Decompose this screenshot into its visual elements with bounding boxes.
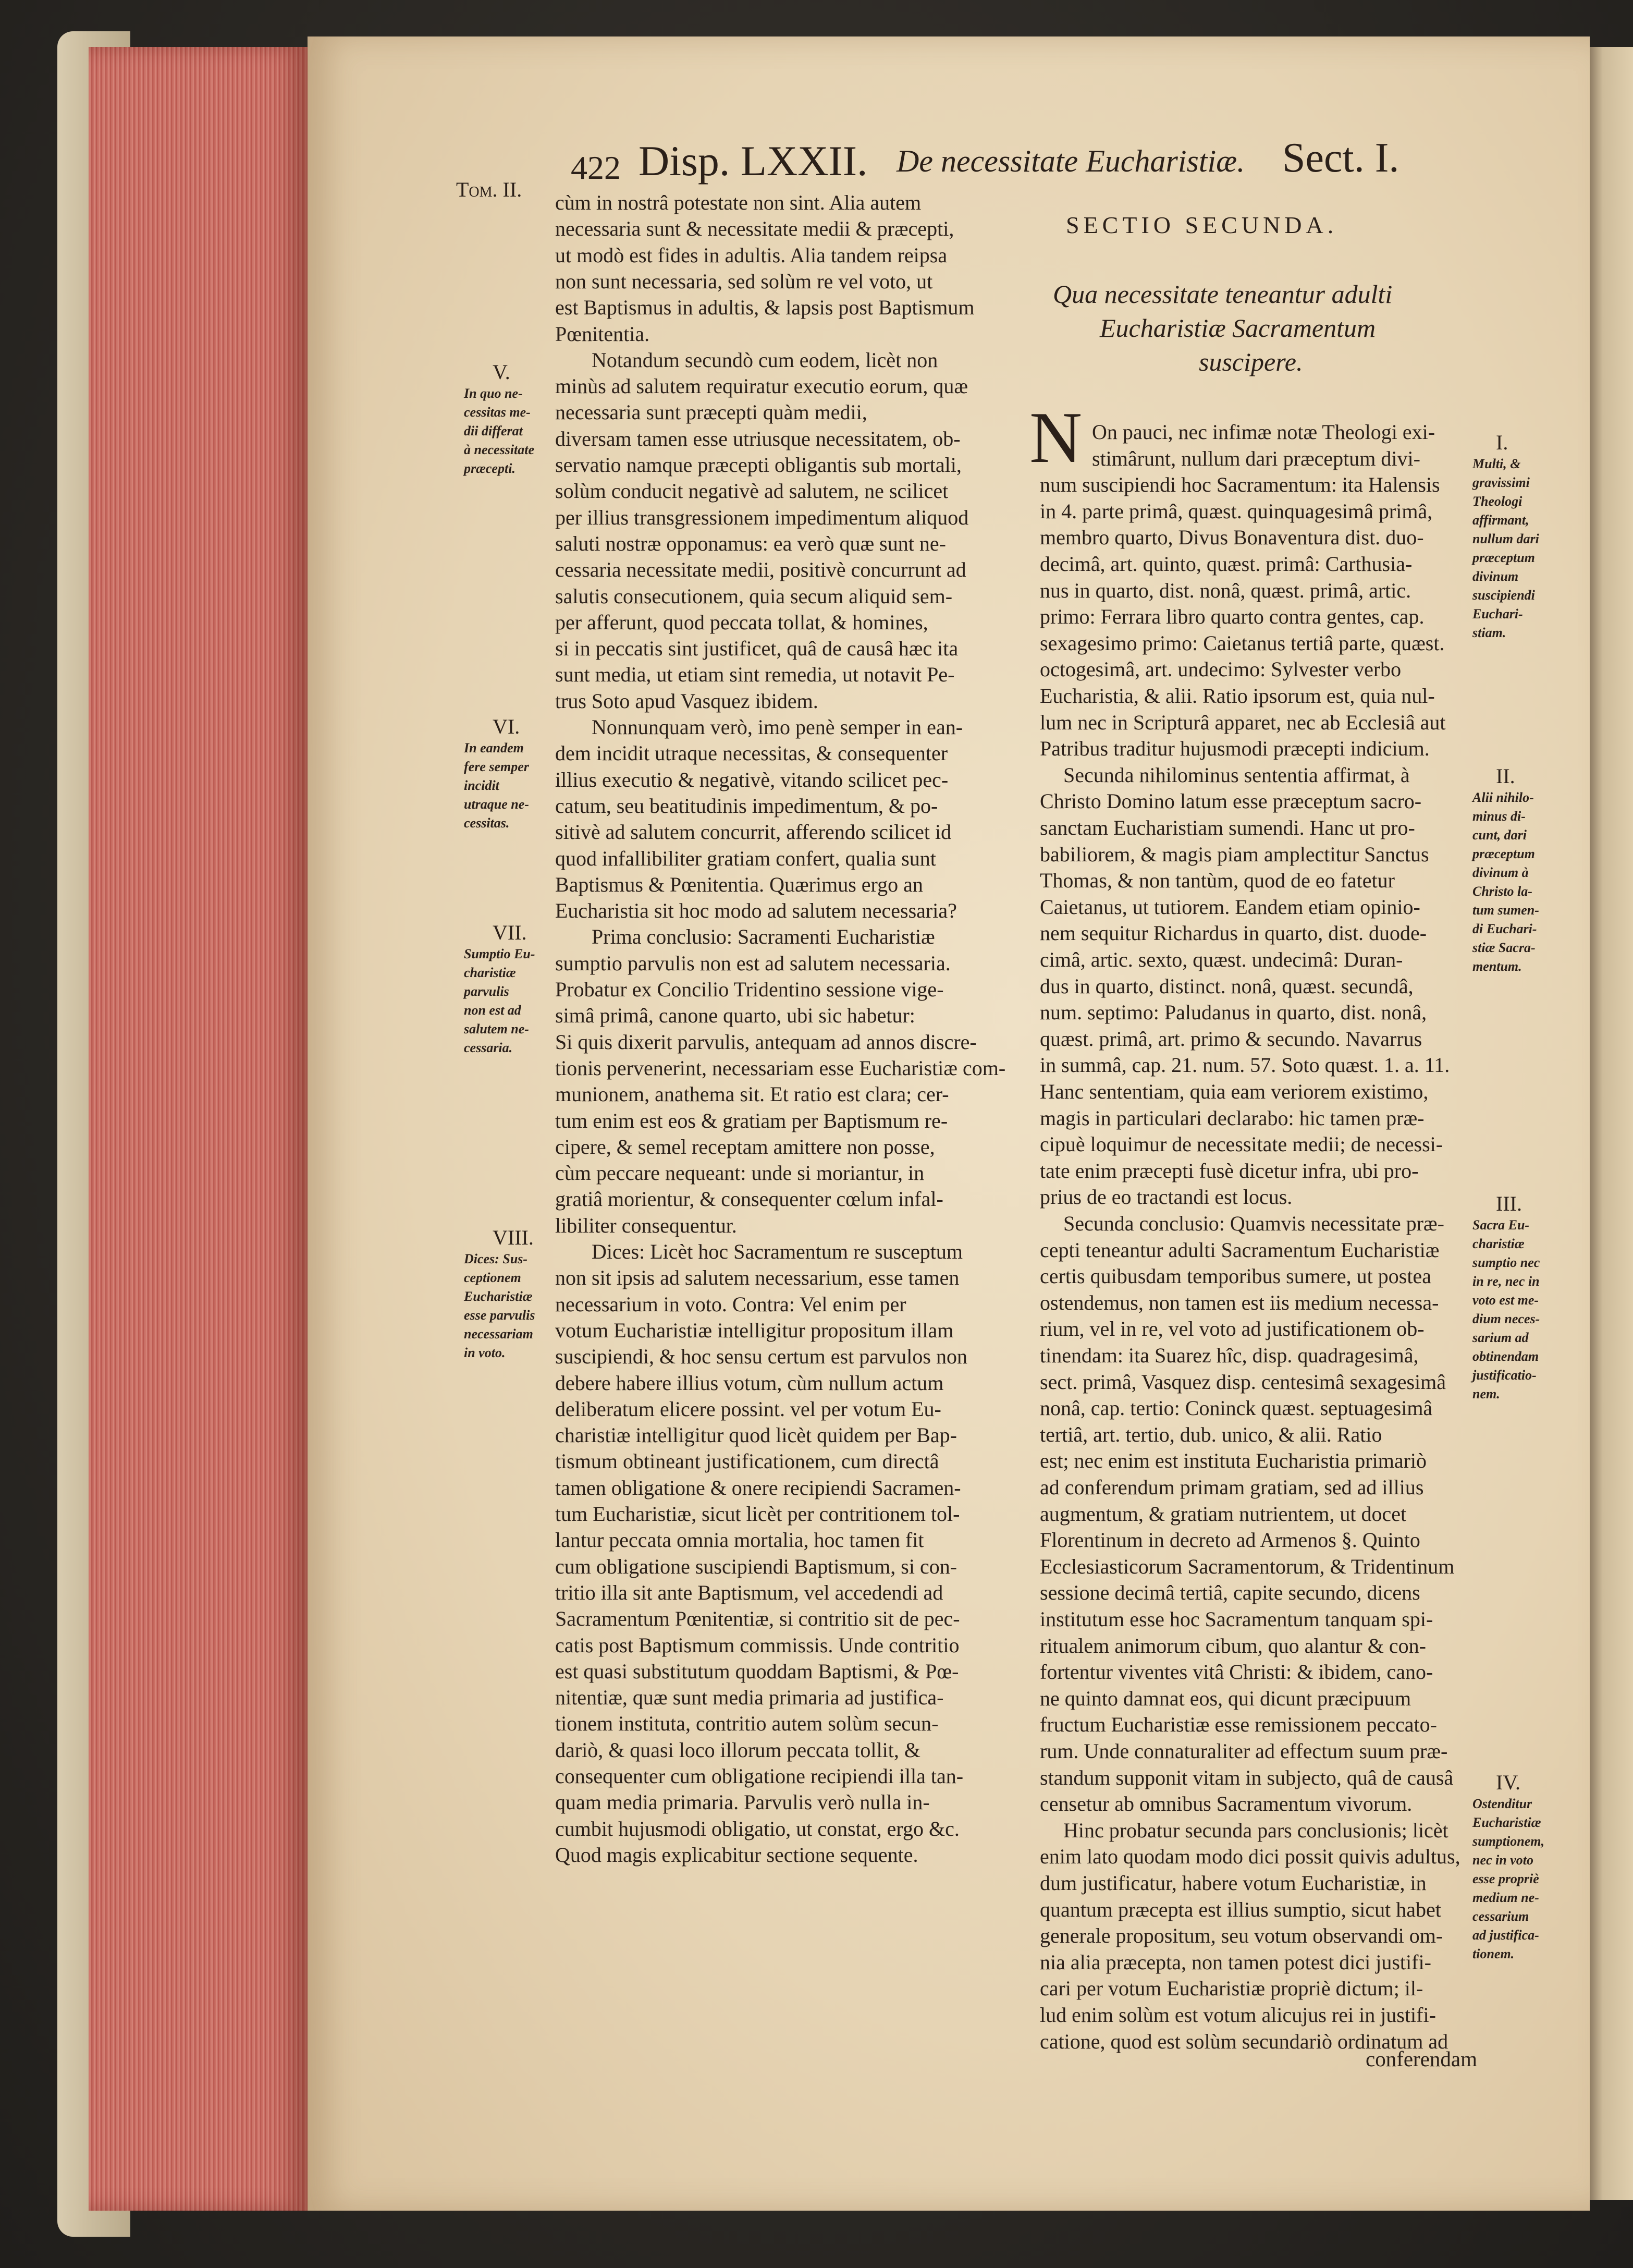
body-text-line: non sunt necessaria, sed solùm re vel voto, ut — [555, 269, 933, 293]
body-text-line: prius de eo tractandi est locus. — [1040, 1185, 1293, 1209]
margin-note-number: VI. — [493, 715, 520, 738]
margin-note-line: ad justifica- — [1472, 1928, 1539, 1943]
body-text-line: nem sequitur Richardus in quarto, dist. duode- — [1040, 921, 1427, 945]
body-text-line: Secunda conclusio: Quamvis necessitate præ- — [1063, 1212, 1444, 1235]
body-text-line: tamen obligatione & onere recipiendi Sacramen- — [555, 1476, 961, 1499]
body-text-line: tum enim est eos & gratiam per Baptismum re- — [555, 1108, 948, 1132]
margin-note-number: IV. — [1496, 1771, 1521, 1794]
body-text-line: dariò, & quasi loco illorum peccata tollit, & — [555, 1738, 920, 1762]
body-text-line: tionem instituta, contritio autem solùm secun- — [555, 1712, 939, 1736]
body-text-line: institutum esse hoc Sacramentum tanquam spi- — [1040, 1607, 1433, 1631]
body-text-line: necessaria sunt & necessitate medii & præcepti, — [555, 217, 954, 241]
body-text-line: sunt media, ut etiam sint remedia, ut notavit Pe- — [555, 663, 955, 687]
body-text-line: Prima conclusio: Sacramenti Eucharistiæ — [592, 925, 935, 949]
body-text-line: cari per votum Eucharistiæ propriè dictum; il- — [1040, 1977, 1423, 2001]
body-text-line: ne quinto damnat eos, qui dicunt præcipuum — [1040, 1686, 1411, 1710]
margin-note-line: suscipiendi — [1472, 588, 1535, 603]
margin-note-line: cessaria. — [464, 1040, 513, 1055]
margin-note-number: III. — [1496, 1192, 1522, 1215]
body-text-line: tertiâ, art. tertio, dub. unico, & alii. Ratio — [1040, 1422, 1382, 1446]
body-text-line: necessarium in voto. Contra: Vel enim per — [555, 1292, 906, 1316]
margin-note-line: charistiæ — [1472, 1236, 1525, 1251]
margin-note-line: cunt, dari — [1472, 827, 1527, 843]
body-text-line: fructum Eucharistiæ esse remissionem peccato- — [1040, 1713, 1437, 1737]
body-text-line: stimârunt, nullum dari præceptum divi- — [1092, 446, 1420, 470]
margin-note-line: Eucharistiæ — [464, 1289, 533, 1304]
margin-note-line: medium ne- — [1472, 1890, 1539, 1905]
margin-note-line: Eucharistiæ — [1472, 1815, 1541, 1830]
body-text-line: cepti teneantur adulti Sacramentum Eucharistiæ — [1040, 1238, 1440, 1262]
body-text-line: dum justificatur, habere votum Eucharistiæ, in — [1040, 1871, 1427, 1895]
body-text-line: trus Soto apud Vasquez ibidem. — [555, 689, 818, 713]
body-text-line: num suscipiendi hoc Sacramentum: ita Halensis — [1040, 473, 1440, 497]
body-text-line: ut modò est fides in adultis. Alia tandem reipsa — [555, 243, 948, 267]
body-text-line: votum Eucharistiæ intelligitur propositum illam — [555, 1318, 954, 1342]
body-text-line: Florentinum in decreto ad Armenos §. Quinto — [1040, 1528, 1420, 1552]
body-text-line: Eucharistia, & alii. Ratio ipsorum est, quia nul- — [1040, 684, 1435, 708]
subtitle-line: suscipere. — [1199, 347, 1303, 376]
margin-note-line: sarium ad — [1472, 1330, 1529, 1345]
body-text-line: illius executio & negativè, vitando scilicet pec- — [555, 767, 949, 791]
body-text-line: Hinc probatur secunda pars conclusionis; licèt — [1063, 1818, 1448, 1842]
body-text-line: deliberatum elicere possint. vel per votum Eu- — [555, 1397, 941, 1421]
body-text-line: necessaria sunt præcepti quàm medii, — [555, 400, 867, 424]
margin-note-line: fere semper — [464, 759, 529, 774]
body-text-line: Secunda nihilominus sententia affirmat, à — [1063, 763, 1410, 787]
body-text-line: catum, seu beatitudinis impedimentum, & po- — [555, 794, 938, 818]
margin-note-number: I. — [1496, 431, 1508, 454]
body-text-line: quod infallibiliter gratiam confert, qualia sunt — [555, 846, 936, 870]
margin-note-line: esse parvulis — [464, 1308, 535, 1323]
body-text-line: standum supponit vitam in subjecto, quâ de causâ — [1040, 1765, 1454, 1789]
body-text-line: debere habere illius votum, cùm nullum actum — [555, 1371, 944, 1395]
margin-note-line: præceptum — [1472, 846, 1535, 861]
body-text-line: est; nec enim est instituta Eucharistia primariò — [1040, 1449, 1427, 1473]
margin-note-line: justificatio- — [1472, 1368, 1537, 1383]
disputation-title: Disp. LXXII. — [639, 137, 868, 185]
margin-note-number: V. — [493, 360, 510, 384]
margin-note-line: nec in voto — [1472, 1852, 1533, 1868]
body-text-line: membro quarto, Divus Bonaventura dist. duo- — [1040, 526, 1424, 550]
margin-note-line: Euchari- — [1472, 606, 1523, 621]
margin-note-line: nem. — [1472, 1386, 1500, 1401]
section-label: Sect. I. — [1282, 135, 1399, 181]
margin-note-line: sumptionem, — [1472, 1834, 1544, 1849]
subtitle-line: Qua necessitate teneantur adulti — [1053, 279, 1393, 309]
margin-note-line: Sumptio Eu- — [464, 946, 535, 961]
margin-note-number: VIII. — [493, 1226, 534, 1249]
body-text-line: salutis consecutionem, quia secum aliquid sem- — [555, 584, 953, 608]
body-text-line: certis quibusdam temporibus sumere, ut postea — [1040, 1264, 1431, 1288]
body-text-line: minùs ad salutem requiratur executio eorum, quæ — [555, 374, 968, 398]
margin-note-line: obtinendam — [1472, 1349, 1539, 1364]
margin-note-line: Sacra Eu- — [1472, 1217, 1530, 1233]
body-text-line: in summâ, cap. 21. num. 57. Soto quæst. 1. a. 11. — [1040, 1053, 1450, 1077]
body-text-line: per afferunt, quod peccata tollat, & homines, — [555, 610, 928, 634]
margin-note-line: gravissimi — [1472, 475, 1530, 490]
margin-note-line: ceptionem — [464, 1270, 521, 1285]
body-text-line: Caietanus, ut tutiorem. Eandem etiam opinio- — [1040, 895, 1420, 919]
body-text-line: lantur peccata omnia mortalia, hoc tamen fit — [555, 1528, 924, 1552]
body-text-line: Pœnitentia. — [555, 322, 650, 346]
body-text-line: Patribus traditur hujusmodi præcepti indicium. — [1040, 737, 1430, 761]
margin-note-line: præceptum — [1472, 550, 1535, 565]
body-text-line: simâ primâ, canone quarto, ubi sic habetur: — [555, 1004, 915, 1028]
body-text-line: catione, quod est solùm secundariò ordinatum ad — [1040, 2029, 1448, 2053]
body-text-line: On pauci, nec infimæ notæ Theologi exi- — [1092, 420, 1435, 444]
margin-note-line: divinum à — [1472, 865, 1529, 880]
body-text-line: catis post Baptismum commissis. Unde contritio — [555, 1633, 960, 1657]
margin-note-line: cessitas. — [464, 815, 510, 831]
margin-note-line: necessariam — [464, 1326, 533, 1342]
body-text-line: rum. Unde connaturaliter ad effectum suum præ- — [1040, 1739, 1448, 1763]
body-text-line: magis in particulari declarabo: hic tamen præ- — [1040, 1106, 1425, 1130]
body-text-line: Eucharistia sit hoc modo ad salutem necessaria? — [555, 899, 957, 923]
body-text-line: tinendam: ita Suarez hîc, disp. quadragesimâ, — [1040, 1344, 1419, 1367]
body-text-line: ritualem animorum cibum, quo alantur & con- — [1040, 1633, 1426, 1657]
margin-note-line: dii differat — [464, 423, 523, 438]
body-text-line: Thomas, & non tantùm, quod de eo fatetur — [1040, 869, 1395, 893]
body-text-line: solùm conducit negativè ad salutem, ne scilicet — [555, 479, 949, 503]
margin-note-line: Theologi — [1472, 494, 1523, 509]
body-text-line: cipuè loquimur de necessitate medii; de necessi- — [1040, 1132, 1443, 1156]
body-text-line: Si quis dixerit parvulis, antequam ad annos discre- — [555, 1030, 977, 1054]
body-text-line: charistiæ intelligitur quod licèt quidem per Bap- — [555, 1423, 957, 1447]
body-text-line: tionis pervenerint, necessariam esse Eucharistiæ com- — [555, 1056, 1006, 1080]
running-title: De necessitate Eucharistiæ. — [897, 144, 1245, 178]
body-text-line: generale propositum, seu votum observandi om- — [1040, 1924, 1443, 1948]
margin-note-line: dium neces- — [1472, 1311, 1540, 1326]
body-text-line: primo: Ferrara libro quarto contra gentes, cap. — [1040, 605, 1425, 629]
body-text-line: ad conferendum primam gratiam, sed ad illius — [1040, 1476, 1424, 1499]
body-text-line: servatio namque præcepti obligantis sub mortali, — [555, 453, 962, 477]
body-text-line: decimâ, art. quinto, quæst. primâ: Carthusia- — [1040, 552, 1413, 576]
body-text-line: sect. primâ, Vasquez disp. centesimâ sexagesimâ — [1040, 1370, 1446, 1394]
margin-note-line: nullum dari — [1472, 531, 1539, 546]
margin-note-line: cessitas me- — [464, 405, 531, 420]
body-text-line: gratiâ morientur, & consequenter cœlum infal- — [555, 1187, 943, 1211]
body-text-line: babiliorem, & magis piam amplectitur Sanctus — [1040, 842, 1429, 866]
body-text-line: suscipiendi, & hoc sensu certum est parvulos non — [555, 1345, 967, 1369]
page-number: 422 — [571, 149, 621, 186]
body-text-line: tismum obtineant justificationem, cum directâ — [555, 1449, 939, 1473]
body-text-line: Ecclesiasticorum Sacramentorum, & Tridentinum — [1040, 1554, 1455, 1578]
body-text-line: cùm peccare nequeant: unde si moriantur, in — [555, 1161, 925, 1185]
body-text-line: diversam tamen esse utriusque necessitatem, ob- — [555, 426, 961, 450]
body-text-line: Probatur ex Concilio Tridentino sessione vige- — [555, 978, 944, 1001]
body-text-line: est Baptismus in adultis, & lapsis post Baptismum — [555, 296, 975, 320]
body-text-line: octogesimâ, art. undecimo: Sylvester verbo — [1040, 657, 1402, 681]
margin-note-number: VII. — [493, 921, 527, 944]
margin-note-line: in voto. — [464, 1345, 506, 1360]
body-text-line: Hanc sententiam, quia eam veriorem existimo, — [1040, 1080, 1429, 1103]
subtitle-line: Eucharistiæ Sacramentum — [1100, 313, 1376, 343]
catchword: conferendam — [1366, 2047, 1477, 2071]
body-text-line: cum obligatione suscipiendi Baptismum, si con- — [555, 1554, 957, 1578]
body-text-line: Baptismus & Pœnitentia. Quærimus ergo an — [555, 872, 923, 896]
margin-note-line: incidit — [464, 778, 499, 793]
body-text-line: cimâ, artic. sexto, quæst. undecimâ: Duran- — [1040, 948, 1403, 971]
body-text-line: cùm in nostrâ potestate non sint. Alia autem — [555, 191, 922, 214]
page-edges-red — [89, 47, 308, 2211]
body-text-line: ostendemus, non tamen est iis medium necessa- — [1040, 1290, 1439, 1314]
body-text-line: enim lato quodam modo dici possit quivis adultus, — [1040, 1845, 1460, 1869]
body-text-line: nitentiæ, quæ sunt media primaria ad justifica- — [555, 1686, 944, 1710]
body-text-line: sanctam Eucharistiam sumendi. Hanc ut pro- — [1040, 816, 1415, 839]
body-text-line: tum Eucharistiæ, sicut licèt per contritionem tol- — [555, 1502, 960, 1526]
body-text-line: cessaria necessitate medii, positivè concurrunt ad — [555, 558, 966, 582]
body-text-line: censetur ab omnibus Sacramentum vivorum. — [1040, 1792, 1413, 1816]
body-text-line: quantum præcepta est illius sumptio, sicut habet — [1040, 1897, 1441, 1921]
body-text-line: dus in quarto, distinct. nonâ, quæst. secundâ, — [1040, 974, 1414, 998]
body-text-line: quæst. primâ, art. primo & secundo. Navarrus — [1040, 1027, 1422, 1051]
margin-note-line: Multi, & — [1472, 456, 1521, 471]
margin-note-line: divinum — [1472, 569, 1519, 584]
margin-note-line: mentum. — [1472, 959, 1522, 974]
margin-note-line: cessarium — [1472, 1909, 1529, 1924]
margin-note-line: parvulis — [464, 984, 509, 999]
body-text-line: Sacramentum Pœnitentiæ, si contritio sit de pec- — [555, 1607, 960, 1631]
body-text-line: lud enim solùm est votum alicujus rei in justifi- — [1040, 2003, 1436, 2027]
margin-note-line: salutem ne- — [464, 1021, 529, 1037]
margin-note-line: non est ad — [464, 1003, 521, 1018]
drop-cap: N — [1029, 397, 1083, 478]
margin-note-number: II. — [1496, 764, 1515, 788]
body-text-line: libiliter consequentur. — [555, 1213, 737, 1237]
body-text-line: est quasi substitutum quoddam Baptismi, & Pœ- — [555, 1659, 959, 1683]
margin-note-line: stiæ Sacra- — [1472, 940, 1536, 955]
body-text-line: non sit ipsis ad salutem necessarium, esse tamen — [555, 1266, 960, 1290]
margin-note-line: tionem. — [1472, 1946, 1515, 1961]
margin-note-line: minus di- — [1472, 809, 1526, 824]
body-text-line: sitivè ad salutem concurrit, afferendo scilicet id — [555, 820, 952, 844]
body-text-line: per illius transgressionem impedimentum aliquod — [555, 505, 969, 529]
body-text-line: dem incidit utraque necessitas, & consequenter — [555, 741, 948, 765]
margin-note-line: stiam. — [1472, 625, 1506, 640]
body-text-line: in 4. parte primâ, quæst. quinquagesimâ primâ, — [1040, 499, 1433, 523]
margin-note-line: tum sumen- — [1472, 903, 1539, 918]
body-text-line: saluti nostræ opponamus: ea verò quæ sunt ne- — [555, 531, 946, 555]
body-text-line: Dices: Licèt hoc Sacramentum re susceptum — [592, 1240, 963, 1263]
body-text-line: rium, vel in re, vel voto ad justificationem ob- — [1040, 1317, 1425, 1341]
body-text-line: sexagesimo primo: Caietanus tertiâ parte, quæst. — [1040, 631, 1445, 655]
margin-note-line: utraque ne- — [464, 797, 529, 812]
body-text-line: cipere, & semel receptam amittere non posse, — [555, 1135, 935, 1159]
body-text-line: cumbit hujusmodi obligatio, ut constat, ergo &c. — [555, 1816, 960, 1840]
tome-label: Tom. II. — [456, 178, 522, 201]
margin-note-line: Christo la- — [1472, 884, 1532, 899]
margin-note-line: præcepti. — [464, 461, 515, 476]
margin-note-line: esse propriè — [1472, 1871, 1539, 1886]
body-text-line: lum nec in Scripturâ apparet, nec ab Ecclesiâ aut — [1040, 710, 1446, 734]
margin-note-line: charistiæ — [464, 965, 516, 980]
margin-note-line: in re, nec in — [1472, 1274, 1540, 1289]
margin-note-line: In quo ne- — [464, 386, 523, 401]
body-text-line: munionem, anathema sit. Et ratio est clara; cer- — [555, 1082, 949, 1106]
body-text-line: augmentum, & gratiam nutrientem, ut docet — [1040, 1502, 1407, 1526]
body-text-line: sessione decimâ tertiâ, capite secundo, dicens — [1040, 1581, 1420, 1605]
margin-note-line: Dices: Sus- — [464, 1251, 528, 1266]
body-text-line: quam media primaria. Parvulis verò nulla in- — [555, 1790, 930, 1814]
body-text-line: Christo Domino latum esse præceptum sacro- — [1040, 789, 1422, 813]
body-text-line: num. septimo: Paludanus in quarto, dist. nonâ, — [1040, 1001, 1427, 1025]
body-text-line: Quod magis explicabitur sectione sequente. — [555, 1843, 918, 1867]
body-text-line: consequenter cum obligatione recipiendi illa tan- — [555, 1764, 964, 1788]
body-text-line: Notandum secundò cum eodem, licèt non — [592, 348, 938, 372]
body-text-line: tate enim præcepti fusè dicetur infra, ubi pro- — [1040, 1159, 1419, 1182]
body-text-line: nonâ, cap. tertio: Coninck quæst. septuagesimâ — [1040, 1396, 1433, 1420]
margin-note-line: à necessitate — [464, 442, 535, 457]
body-text-line: si in peccatis sint justificet, quâ de causâ hæc ita — [555, 637, 959, 661]
body-text-line: sumptio parvulis non est ad salutem necessaria. — [555, 951, 951, 975]
body-text-line: fortentur viventes vitâ Christi: & ibidem, cano- — [1040, 1660, 1433, 1684]
margin-note-line: In eandem — [464, 740, 524, 755]
body-text-line: nia alia præcepta, non tamen potest dici justifi- — [1040, 1950, 1431, 1974]
section-heading: SECTIO SECUNDA. — [1066, 212, 1338, 238]
body-text-line: nus in quarto, dist. nonâ, quæst. primâ, artic. — [1040, 578, 1411, 602]
body-text-line: tritio illa sit ante Baptismum, vel accedendi ad — [555, 1580, 943, 1604]
margin-note-line: affirmant, — [1472, 513, 1529, 528]
margin-note-line: Ostenditur — [1472, 1796, 1532, 1811]
body-text-line: Nonnunquam verò, imo penè semper in ean- — [592, 715, 963, 739]
margin-note-line: Alii nihilo- — [1472, 790, 1534, 805]
facing-page-edge — [1590, 47, 1633, 2200]
margin-note-line: sumptio nec — [1472, 1255, 1540, 1270]
margin-note-line: voto est me- — [1472, 1292, 1539, 1308]
margin-note-line: di Euchari- — [1472, 921, 1537, 936]
